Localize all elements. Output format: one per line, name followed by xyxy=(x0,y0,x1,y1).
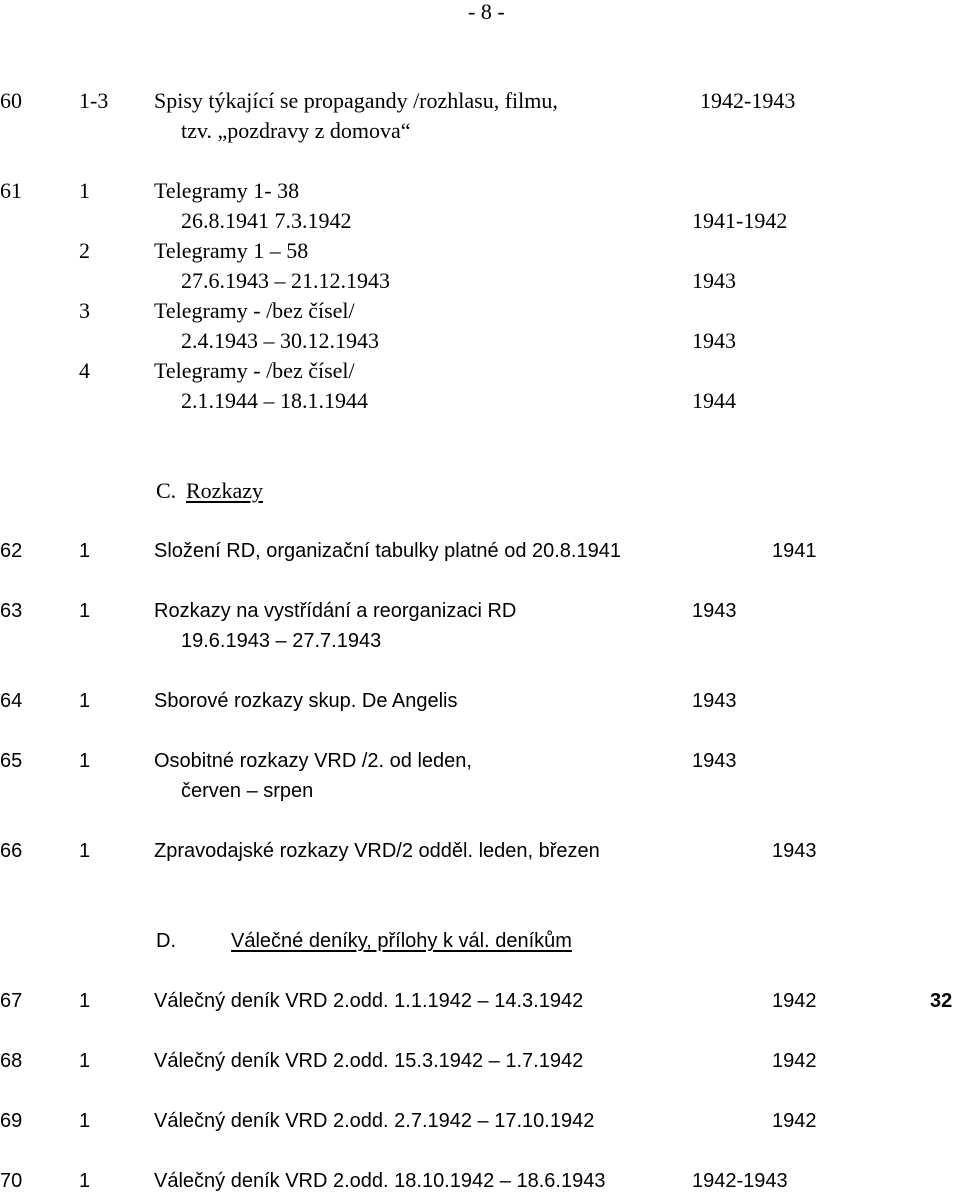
item-description-continued: 26.8.1941 7.3.1942 xyxy=(181,208,352,233)
item-sub-number: 1 xyxy=(79,1170,91,1192)
item-number: 68 xyxy=(0,1050,23,1072)
item-description: Válečný deník VRD 2.odd. 1.1.1942 – 14.3.1942 xyxy=(154,990,584,1012)
item-year: 1942 xyxy=(772,1110,817,1132)
item-sub-number: 1 xyxy=(79,840,91,862)
item-year: 1943 xyxy=(692,690,737,712)
item-number: 64 xyxy=(0,690,23,712)
item-sub-number: 1 xyxy=(79,178,90,203)
item-description: Spisy týkající se propagandy /rozhlasu, filmu, xyxy=(154,88,558,113)
item-sub-number: 2 xyxy=(79,238,90,263)
item-description: Osobitné rozkazy VRD /2. od leden, xyxy=(154,750,472,772)
item-description: Válečný deník VRD 2.odd. 2.7.1942 – 17.10.1942 xyxy=(154,1110,595,1132)
item-sub-number: 1 xyxy=(79,540,91,562)
item-description: Sborové rozkazy skup. De Angelis xyxy=(154,690,458,712)
item-sub-number: 1 xyxy=(79,600,91,622)
item-description-continued: 2.1.1944 – 18.1.1944 xyxy=(181,388,368,413)
section-letter: D. xyxy=(156,930,176,952)
item-sub-number: 1 xyxy=(79,990,91,1012)
item-sub-number: 1 xyxy=(79,750,91,772)
section-letter: C. xyxy=(156,478,177,503)
item-year: 1941-1942 xyxy=(692,208,788,233)
page-number: - 8 - xyxy=(468,0,505,24)
item-sub-number: 4 xyxy=(79,358,90,383)
item-description-continued: červen – srpen xyxy=(181,780,314,802)
item-sub-number: 1 xyxy=(79,690,91,712)
item-sub-number: 1 xyxy=(79,1050,91,1072)
item-sub-number: 1-3 xyxy=(79,88,109,113)
item-number: 66 xyxy=(0,840,23,862)
item-number: 67 xyxy=(0,990,23,1012)
item-year: 1944 xyxy=(692,388,736,413)
item-sub-number: 1 xyxy=(79,1110,91,1132)
item-number: 65 xyxy=(0,750,23,772)
item-description: Válečný deník VRD 2.odd. 18.10.1942 – 18.6.1943 xyxy=(154,1170,606,1192)
item-year: 1943 xyxy=(692,268,736,293)
item-year: 1943 xyxy=(692,328,736,353)
section-title: Válečné deníky, přílohy k vál. deníkům xyxy=(231,930,572,952)
item-description: Telegramy 1- 38 xyxy=(154,178,300,203)
margin-number: 32 xyxy=(930,990,953,1012)
item-year: 1941 xyxy=(772,540,817,562)
item-description: Válečný deník VRD 2.odd. 15.3.1942 – 1.7.1942 xyxy=(154,1050,584,1072)
item-year: 1942 xyxy=(772,990,817,1012)
item-number: 61 xyxy=(0,178,22,203)
item-year: 1943 xyxy=(772,840,817,862)
item-description: Telegramy - /bez čísel/ xyxy=(154,358,355,383)
item-description: Složení RD, organizační tabulky platné od 20.8.1941 xyxy=(154,540,621,562)
item-description: Telegramy - /bez čísel/ xyxy=(154,298,355,323)
item-number: 63 xyxy=(0,600,23,622)
item-description: Telegramy 1 – 58 xyxy=(154,238,309,263)
section-title: Rozkazy xyxy=(186,478,263,503)
item-description: Zpravodajské rozkazy VRD/2 odděl. leden, březen xyxy=(154,840,600,862)
item-year: 1942-1943 xyxy=(692,1170,788,1192)
item-number: 60 xyxy=(0,88,22,113)
item-year: 1943 xyxy=(692,600,737,622)
item-number: 70 xyxy=(0,1170,23,1192)
item-description-continued: 27.6.1943 – 21.12.1943 xyxy=(181,268,390,293)
item-number: 62 xyxy=(0,540,23,562)
item-year: 1943 xyxy=(692,750,737,772)
item-description-continued: tzv. „pozdravy z domova“ xyxy=(181,118,411,143)
item-year: 1942 xyxy=(772,1050,817,1072)
item-description-continued: 2.4.1943 – 30.12.1943 xyxy=(181,328,379,353)
item-sub-number: 3 xyxy=(79,298,90,323)
item-year: 1942-1943 xyxy=(700,88,796,113)
item-description-continued: 19.6.1943 – 27.7.1943 xyxy=(181,630,382,652)
item-description: Rozkazy na vystřídání a reorganizaci RD xyxy=(154,600,517,622)
item-number: 69 xyxy=(0,1110,23,1132)
